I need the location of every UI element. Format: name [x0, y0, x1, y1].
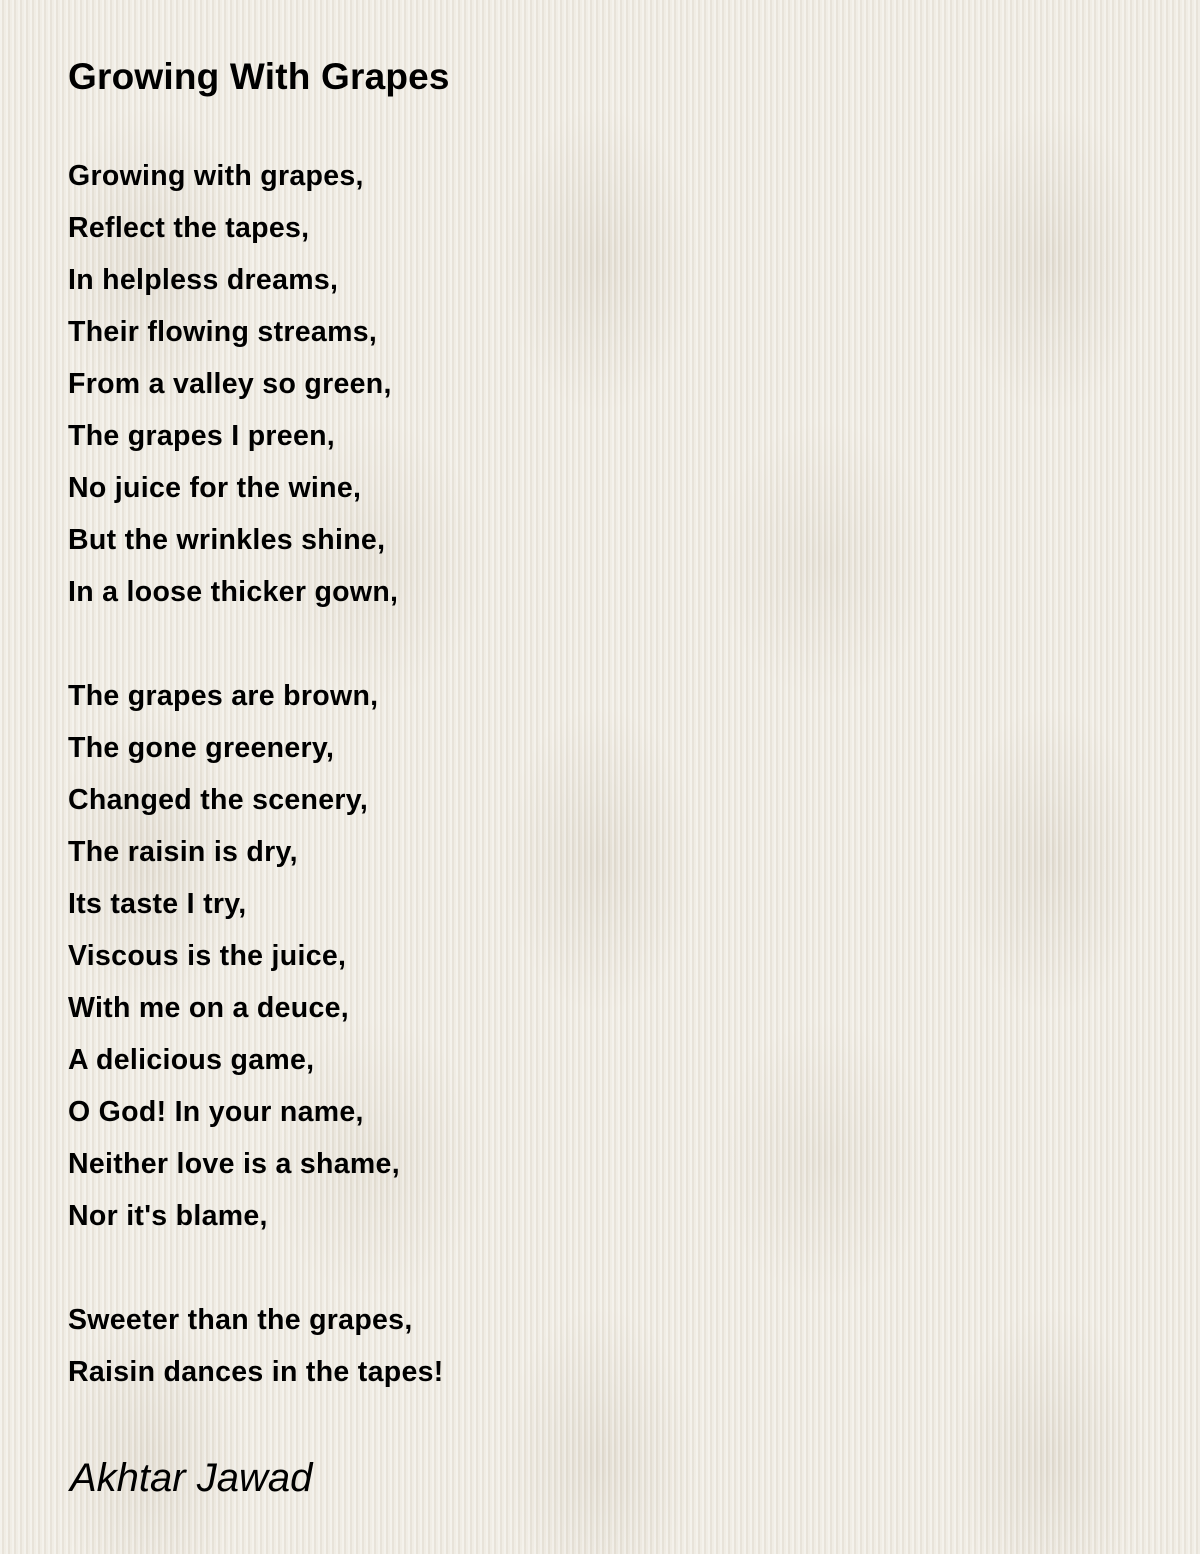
poem-line: A delicious game,	[68, 1044, 315, 1076]
poem-line: Neither love is a shame,	[68, 1148, 400, 1180]
poem-line: Changed the scenery,	[68, 784, 369, 816]
poem-line: Reflect the tapes,	[68, 212, 310, 244]
poem-line: Viscous is the juice,	[68, 940, 347, 972]
poem-line: The gone greenery,	[68, 732, 335, 764]
poem-line: Raisin dances in the tapes!	[68, 1356, 444, 1388]
poem-line: Its taste I try,	[68, 888, 247, 920]
poem-page	[68, 52, 1148, 1450]
stanza-2	[68, 670, 1148, 1242]
poem-line: In a loose thicker gown,	[68, 576, 399, 608]
poem-title: Growing With Grapes	[68, 56, 450, 97]
poem-line: Growing with grapes,	[68, 160, 364, 192]
poem-line: Sweeter than the grapes,	[68, 1304, 413, 1336]
poem-line: O God! In your name,	[68, 1096, 364, 1128]
poem-line: But the wrinkles shine,	[68, 524, 386, 556]
poem-body	[68, 150, 1148, 1398]
stanza-3	[68, 1294, 1148, 1398]
poem-line: The grapes are brown,	[68, 680, 379, 712]
poem-line: The grapes I preen,	[68, 420, 336, 452]
stanza-1	[68, 150, 1148, 618]
poem-line: The raisin is dry,	[68, 836, 298, 868]
poem-line: Their flowing streams,	[68, 316, 378, 348]
poem-line: From a valley so green,	[68, 368, 392, 400]
poem-line: No juice for the wine,	[68, 472, 362, 504]
poem-author: Akhtar Jawad	[70, 1456, 313, 1500]
poem-line: In helpless dreams,	[68, 264, 339, 296]
poem-line: Nor it's blame,	[68, 1200, 268, 1232]
poem-line: With me on a deuce,	[68, 992, 349, 1024]
